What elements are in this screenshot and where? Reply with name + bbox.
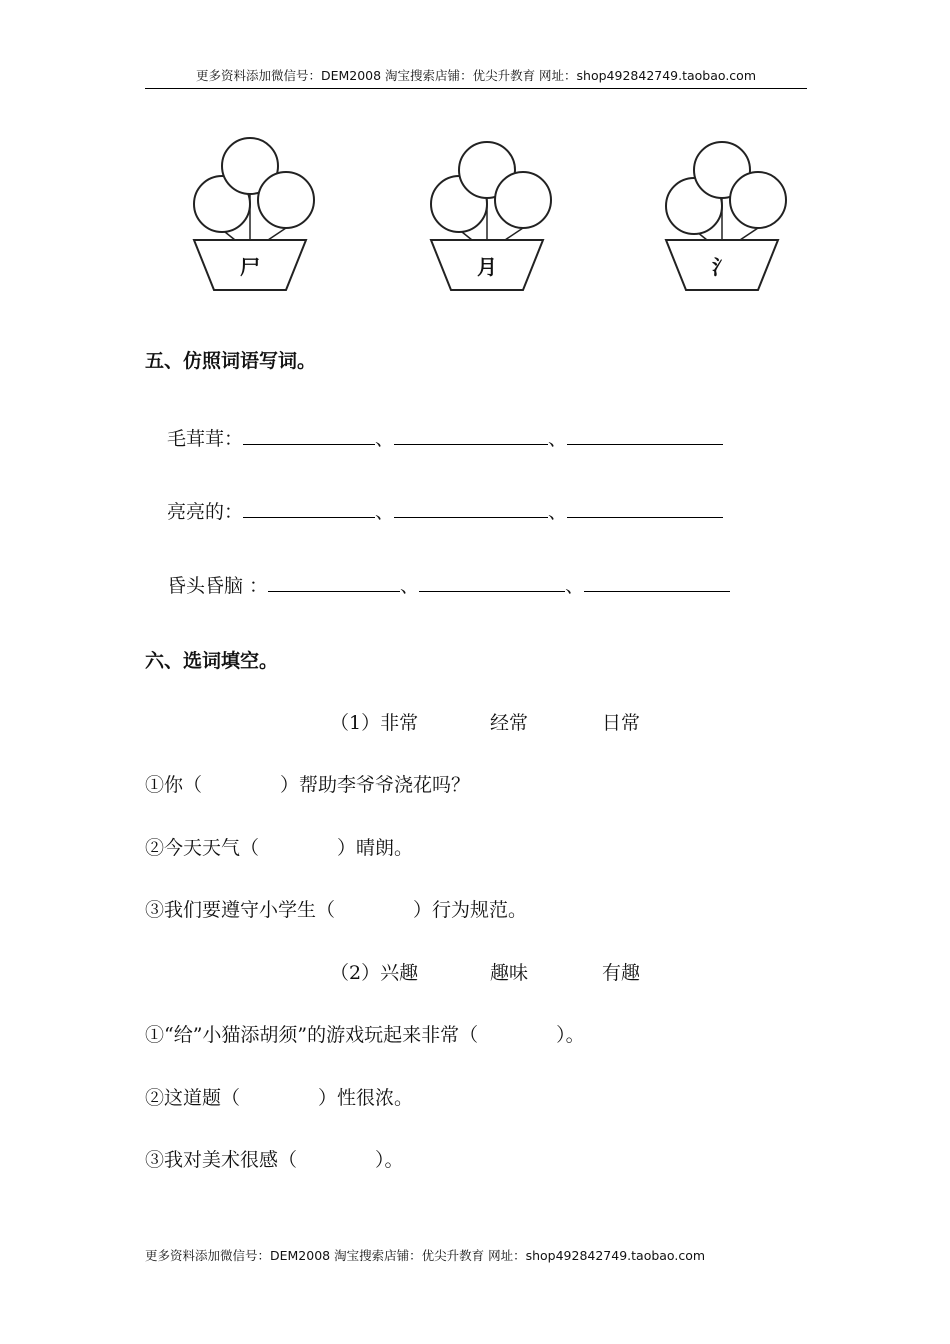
word-choices-1 bbox=[330, 708, 640, 735]
answer-blank[interactable] bbox=[584, 573, 730, 592]
item-text: ）帮助李爷爷浇花吗？ bbox=[280, 774, 471, 796]
item-text: ）。 bbox=[556, 1024, 585, 1046]
item-text: ①你（ bbox=[145, 774, 203, 796]
choice-word: 经常 bbox=[490, 712, 529, 734]
fill-item bbox=[145, 895, 527, 922]
fill-item bbox=[145, 1083, 413, 1110]
separator: 、 bbox=[375, 501, 395, 523]
answer-blank[interactable] bbox=[567, 426, 723, 445]
flower-pot-1 bbox=[194, 138, 314, 290]
choice-word: 日常 bbox=[602, 712, 641, 734]
word-row-2 bbox=[167, 497, 723, 524]
separator: 、 bbox=[548, 428, 568, 450]
flower-circle bbox=[258, 172, 314, 228]
pot-radical-3: 氵 bbox=[712, 255, 732, 279]
answer-blank[interactable] bbox=[567, 499, 723, 518]
word-row-3 bbox=[167, 571, 730, 598]
choice-word: 趣味 bbox=[490, 962, 529, 984]
flower-pot-illustrations bbox=[150, 128, 820, 298]
page-footer: 更多资料添加微信号：DEM2008 淘宝搜索店铺：优尖升教育 网址：shop492842749.taobao.com bbox=[145, 1248, 706, 1263]
choice-word: 有趣 bbox=[602, 962, 641, 984]
separator: 、 bbox=[548, 501, 568, 523]
word-choices-2 bbox=[330, 958, 640, 985]
section-5-title: 五、仿照词语写词。 bbox=[145, 350, 317, 372]
flower-circle bbox=[495, 172, 551, 228]
word-label: 亮亮的： bbox=[167, 501, 244, 523]
answer-blank[interactable] bbox=[419, 573, 565, 592]
flower-pot-3 bbox=[666, 142, 786, 290]
word-label: 毛茸茸： bbox=[167, 428, 244, 450]
flower-circle bbox=[730, 172, 786, 228]
item-text: ①“给”小猫添胡须”的游戏玩起来非常（ bbox=[145, 1024, 479, 1046]
fill-item bbox=[145, 1020, 585, 1047]
word-row-1 bbox=[167, 424, 723, 451]
word-label: 昏头昏脑 ： bbox=[167, 575, 269, 597]
section-6-title: 六、选词填空。 bbox=[145, 650, 279, 672]
separator: 、 bbox=[400, 575, 420, 597]
answer-blank[interactable] bbox=[243, 499, 375, 518]
fill-item bbox=[145, 833, 413, 860]
item-text: ）晴朗。 bbox=[337, 837, 414, 859]
item-text: ③我对美术很感（ bbox=[145, 1149, 298, 1171]
item-text: ②今天天气（ bbox=[145, 837, 260, 859]
fill-item bbox=[145, 1145, 404, 1172]
answer-blank[interactable] bbox=[243, 426, 375, 445]
choice-word: （2）兴趣 bbox=[330, 962, 419, 984]
item-text: ）性很浓。 bbox=[318, 1087, 414, 1109]
item-text: ）。 bbox=[375, 1149, 404, 1171]
item-text: ③我们要遵守小学生（ bbox=[145, 899, 336, 921]
item-text: ②这道题（ bbox=[145, 1087, 241, 1109]
choice-word: （1）非常 bbox=[330, 712, 419, 734]
separator: 、 bbox=[565, 575, 585, 597]
answer-blank[interactable] bbox=[268, 573, 400, 592]
pot-radical-2: 月 bbox=[477, 255, 497, 279]
answer-blank[interactable] bbox=[394, 499, 548, 518]
item-text: ）行为规范。 bbox=[413, 899, 528, 921]
separator: 、 bbox=[375, 428, 395, 450]
page-header: 更多资料添加微信号：DEM2008 淘宝搜索店铺：优尖升教育 网址：shop492842749.taobao.com bbox=[145, 66, 807, 89]
flower-pot-2 bbox=[431, 142, 551, 290]
answer-blank[interactable] bbox=[394, 426, 548, 445]
fill-item bbox=[145, 770, 470, 797]
pot-radical-1: 尸 bbox=[240, 255, 260, 279]
